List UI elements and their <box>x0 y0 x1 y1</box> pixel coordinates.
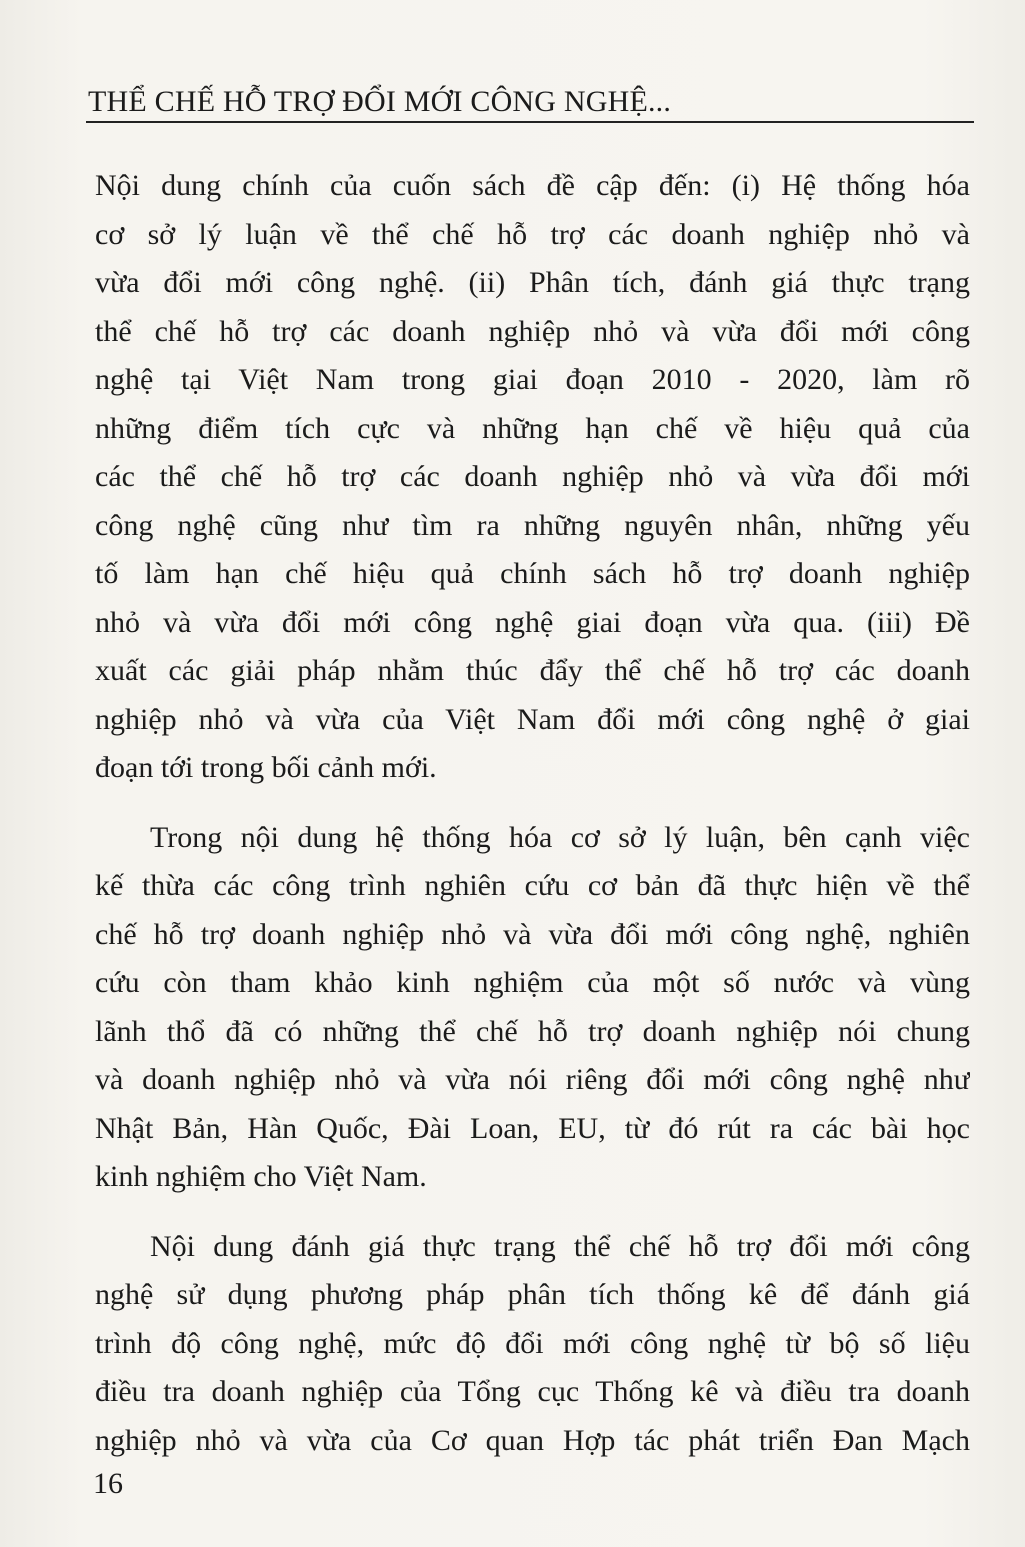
text-line: nhỏ và vừa đổi mới công nghệ giai đoạn vừa qua. (iii) Đề <box>95 605 970 639</box>
body-text <box>95 162 970 1465</box>
text-line: cứu còn tham khảo kinh nghiệm của một số nước và vùng <box>95 966 970 999</box>
text-line: nghiệp nhỏ và vừa của Cơ quan Hợp tác phát triển Đan Mạch <box>95 1423 970 1457</box>
text-line: xuất các giải pháp nhằm thúc đẩy thể chế hỗ trợ các doanh <box>95 654 970 687</box>
text-line: kinh nghiệm cho Việt Nam. <box>95 1160 427 1193</box>
text-line: Nhật Bản, Hàn Quốc, Đài Loan, EU, từ đó rút ra các bài học <box>95 1111 970 1145</box>
text-line: điều tra doanh nghiệp của Tổng cục Thống kê và điều tra doanh <box>95 1375 970 1408</box>
text-line: Nội dung đánh giá thực trạng thể chế hỗ trợ đổi mới công <box>150 1229 970 1263</box>
paragraph-3 <box>95 1223 970 1466</box>
text-line: lãnh thổ đã có những thể chế hỗ trợ doanh nghiệp nói chung <box>95 1014 970 1048</box>
header-rule <box>86 121 974 123</box>
text-line: vừa đổi mới công nghệ. (ii) Phân tích, đánh giá thực trạng <box>95 266 970 299</box>
text-line: chế hỗ trợ doanh nghiệp nhỏ và vừa đổi mới công nghệ, nghiên <box>95 917 970 951</box>
text-line: tố làm hạn chế hiệu quả chính sách hỗ trợ doanh nghiệp <box>95 557 970 590</box>
page-number: 16 <box>93 1467 123 1500</box>
text-line: trình độ công nghệ, mức độ đổi mới công nghệ từ bộ số liệu <box>95 1326 970 1360</box>
running-head: THỂ CHẾ HỖ TRỢ ĐỔI MỚI CÔNG NGHỆ... <box>88 85 672 118</box>
text-line: thể chế hỗ trợ các doanh nghiệp nhỏ và vừa đổi mới công <box>95 314 970 348</box>
paragraph-1 <box>95 162 970 793</box>
paragraph-2 <box>95 814 970 1202</box>
text-line: nghiệp nhỏ và vừa của Việt Nam đổi mới công nghệ ở giai <box>95 702 970 736</box>
text-line: và doanh nghiệp nhỏ và vừa nói riêng đổi mới công nghệ như <box>95 1063 970 1096</box>
text-line: kế thừa các công trình nghiên cứu cơ bản đã thực hiện về thể <box>95 869 970 902</box>
text-line: Nội dung chính của cuốn sách đề cập đến: (i) Hệ thống hóa <box>95 169 970 202</box>
text-line: những điểm tích cực và những hạn chế về hiệu quả của <box>95 411 970 445</box>
text-line: công nghệ cũng như tìm ra những nguyên nhân, những yếu <box>95 508 970 542</box>
text-line: Trong nội dung hệ thống hóa cơ sở lý luận, bên cạnh việc <box>150 820 970 854</box>
text-line: nghệ sử dụng phương pháp phân tích thống kê để đánh giá <box>95 1278 970 1311</box>
text-line: các thể chế hỗ trợ các doanh nghiệp nhỏ và vừa đổi mới <box>95 460 970 493</box>
paragraph-spacer <box>95 793 970 814</box>
text-line: nghệ tại Việt Nam trong giai đoạn 2010 - 2020, làm rõ <box>95 363 970 396</box>
text-line: đoạn tới trong bối cảnh mới. <box>95 751 437 784</box>
text-line: cơ sở lý luận về thể chế hỗ trợ các doanh nghiệp nhỏ và <box>95 217 970 251</box>
paragraph-spacer <box>95 1202 970 1223</box>
